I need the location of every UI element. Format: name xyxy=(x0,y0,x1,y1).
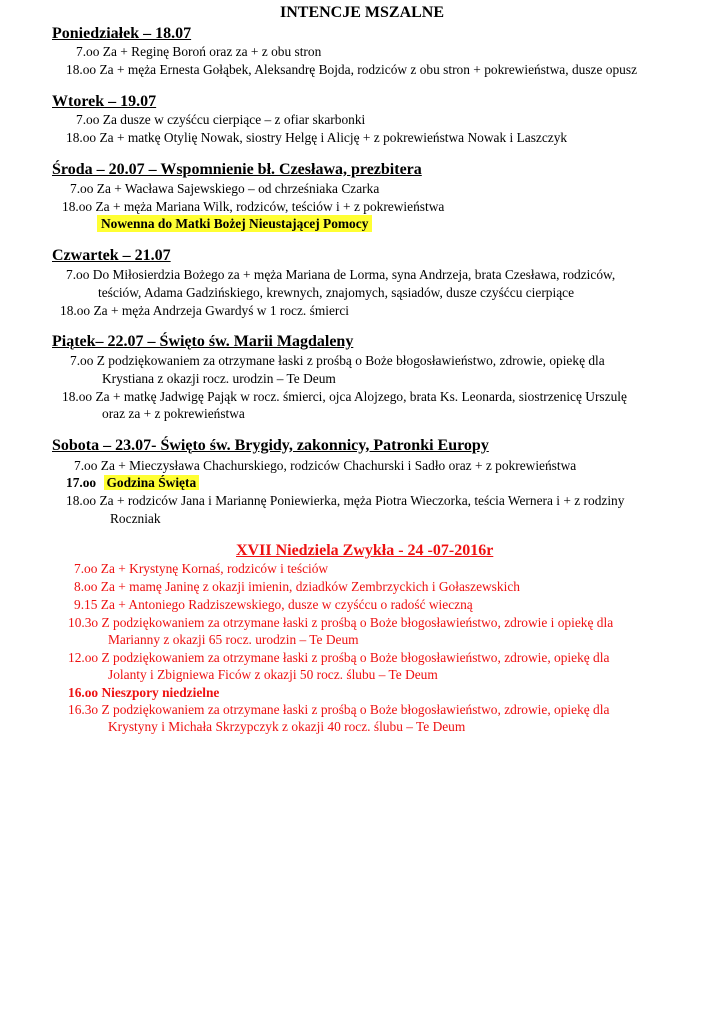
novena-highlight: Nowenna do Matki Bożej Nieustającej Pomocy xyxy=(97,215,372,232)
intention-entry: 18.oo Za + matkę Otylię Nowak, siostry Helgę i Alicję + z pokrewieństwa Nowak i Laszczyk xyxy=(66,130,568,145)
intention-entry: 18.oo Za + męża Andrzeja Gwardyś w 1 rocz. śmierci xyxy=(60,303,350,318)
intention-entry: 7.oo Z podziękowaniem za otrzymane łaski z prośbą o Boże błogosławieństwo, zdrowie, opiekę dla xyxy=(70,353,605,368)
intention-time: 17.oo xyxy=(66,475,97,490)
intention-entry-continuation: Krystyny i Michała Skrzypczyk z okazji 40 rocz. ślubu – Te Deum xyxy=(108,719,466,734)
day-heading-friday: Piątek– 22.07 – Święto św. Marii Magdaleny xyxy=(52,333,354,350)
day-heading-thursday: Czwartek – 21.07 xyxy=(52,247,171,264)
intention-entry-continuation: teściów, Adama Gadzińskiego, krewnych, znajomych, sąsiadów, dusze czyśćcu cierpiące xyxy=(98,285,575,300)
intention-entry-continuation: Marianny z okazji 65 rocz. urodzin – Te Deum xyxy=(108,632,359,647)
intention-entry-continuation: Krystiana z okazji rocz. urodzin – Te Deum xyxy=(102,371,336,386)
intention-entry: 16.3o Z podziękowaniem za otrzymane łaski z prośbą o Boże błogosławieństwo, zdrowie, opiekę dla xyxy=(68,702,610,717)
holy-hour-highlight: Godzina Święta xyxy=(104,475,200,490)
day-heading-wednesday: Środa – 20.07 – Wspomnienie bł. Czesława, prezbitera xyxy=(52,161,422,178)
intention-entry: 7.oo Za + Reginę Boroń oraz za + z obu stron xyxy=(76,44,322,59)
intention-entry: 10.3o Z podziękowaniem za otrzymane łaski z prośbą o Boże błogosławieństwo, zdrowie i opiekę dla xyxy=(68,615,614,630)
page-title: INTENCJE MSZALNE xyxy=(279,4,445,21)
intention-entry-continuation: Roczniak xyxy=(110,511,161,526)
intention-entry: 9.15 Za + Antoniego Radziszewskiego, dusze w czyśćcu o radość wieczną xyxy=(74,597,473,612)
intention-entry: 7.oo Za + Mieczysława Chachurskiego, rodziców Chachurski i Sadło oraz + z pokrewieństwa xyxy=(74,458,577,473)
intention-entry-vespers: 16.oo Nieszpory niedzielne xyxy=(68,685,220,700)
day-heading-sunday: XVII Niedziela Zwykła - 24 -07-2016r xyxy=(236,542,494,559)
intention-entry: 18.oo Za + rodziców Jana i Mariannę Poniewierka, męża Piotra Wieczorka, teścia Wernera i + z rodziny xyxy=(66,493,625,508)
day-heading-tuesday: Wtorek – 19.07 xyxy=(52,93,157,110)
intention-entry-continuation: oraz za + z pokrewieństwa xyxy=(102,406,245,421)
intention-entry: 7.oo Do Miłosierdzia Bożego za + męża Mariana de Lorma, syna Andrzeja, brata Czesława, rodziców, xyxy=(66,267,616,282)
intention-entry: 18.oo Za + matkę Jadwigę Pająk w rocz. śmierci, ojca Alojzego, brata Ks. Leonarda, siostrzenicę Urszulę xyxy=(62,389,627,404)
intention-entry: 7.oo Za + Wacława Sajewskiego – od chrześniaka Czarka xyxy=(70,181,380,196)
intention-entry: 7.oo Za + Krystynę Kornaś, rodziców i teściów xyxy=(74,561,329,576)
intention-entry: 7.oo Za dusze w czyśćcu cierpiące – z ofiar skarbonki xyxy=(76,112,366,127)
intention-entry-highlight xyxy=(66,474,199,491)
intention-entry: 18.oo Za + męża Ernesta Gołąbek, Aleksandrę Bojda, rodziców z obu stron + pokrewieństwa, dusze opusz xyxy=(66,62,638,77)
day-heading-monday: Poniedziałek – 18.07 xyxy=(52,25,192,42)
intention-entry: 8.oo Za + mamę Janinę z okazji imienin, dziadków Zembrzyckich i Gołaszewskich xyxy=(74,579,520,594)
day-heading-saturday: Sobota – 23.07- Święto św. Brygidy, zakonnicy, Patronki Europy xyxy=(52,437,489,454)
intention-entry: 18.oo Za + męża Mariana Wilk, rodziców, teściów i + z pokrewieństwa xyxy=(62,199,445,214)
intention-entry: 12.oo Z podziękowaniem za otrzymane łaski z prośbą o Boże błogosławieństwo, zdrowie, opiekę dla xyxy=(68,650,610,665)
intention-entry-continuation: Jolanty i Zbigniewa Ficów z okazji 50 rocz. ślubu – Te Deum xyxy=(108,667,438,682)
